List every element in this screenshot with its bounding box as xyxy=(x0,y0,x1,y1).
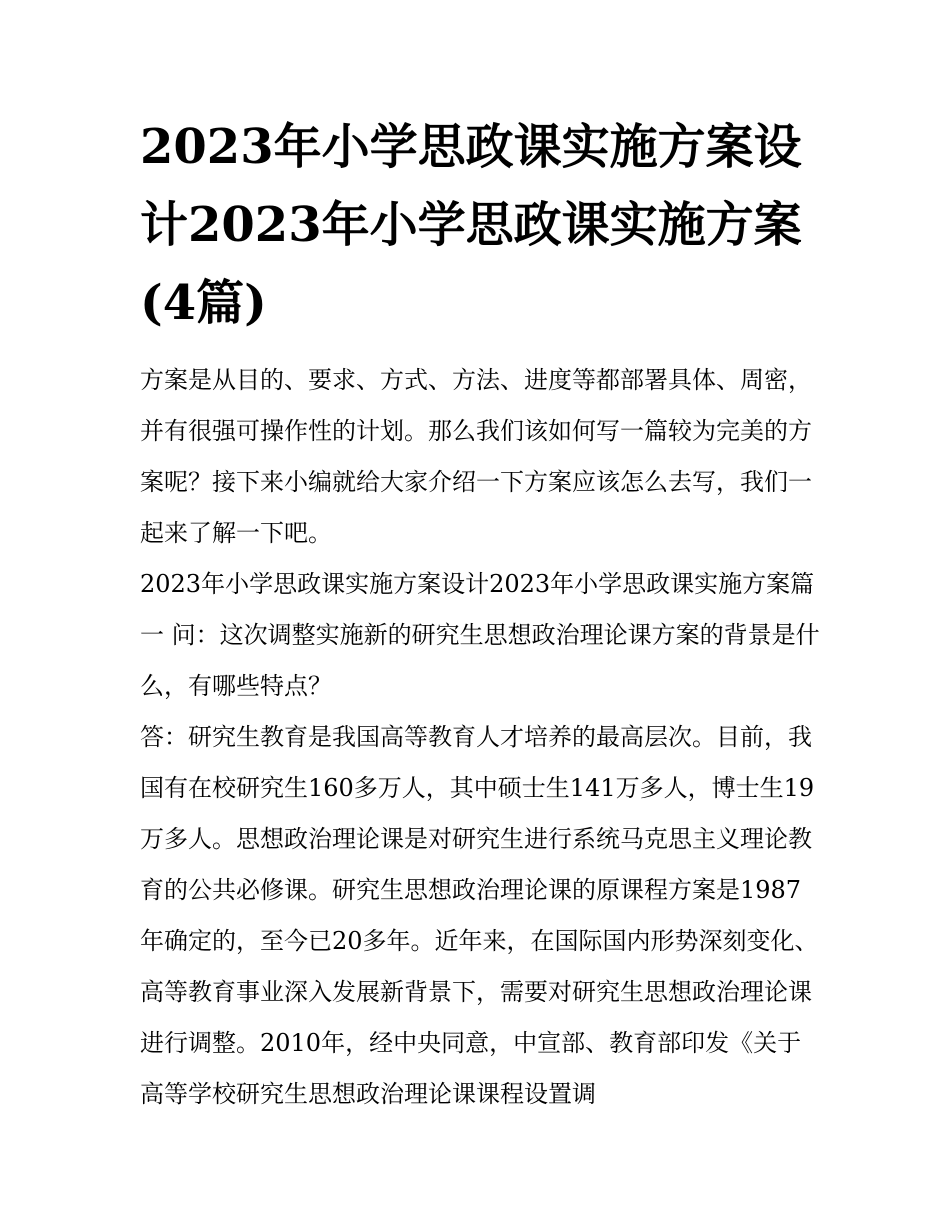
document-title: 2023年小学思政课实施方案设计2023年小学思政课实施方案(4篇) xyxy=(140,119,802,331)
document-body xyxy=(140,355,820,1120)
paragraph-answer: 答：研究生教育是我国高等教育人才培养的最高层次。目前，我国有在校研究生160多万人，其中硕士生141万多人，博士生19万多人。思想政治理论课是对研究生进行系统马克思主义理论教育的公共必修课。研究生思想政治理论课的原课程方案是1987年确定的，至今已20多年。近年来，在国际国内形势深刻变化、高等教育事业深入发展新背景下，需要对研究生思想政治理论课进行调整。2010年，经中央同意，中宣部、教育部印发《关于高等学校研究生思想政治理论课课程设置调 xyxy=(140,723,819,1108)
paragraph-intro: 方案是从目的、要求、方式、方法、进度等都部署具体、周密，并有很强可操作性的计划。那么我们该如何写一篇较为完美的方案呢？接下来小编就给大家介绍一下方案应该怎么去写，我们一起来了解一下吧。 xyxy=(140,366,812,547)
paragraph-question: 2023年小学思政课实施方案设计2023年小学思政课实施方案篇一 问：这次调整实施新的研究生思想政治理论课方案的背景是什么，有哪些特点？ xyxy=(140,570,820,700)
